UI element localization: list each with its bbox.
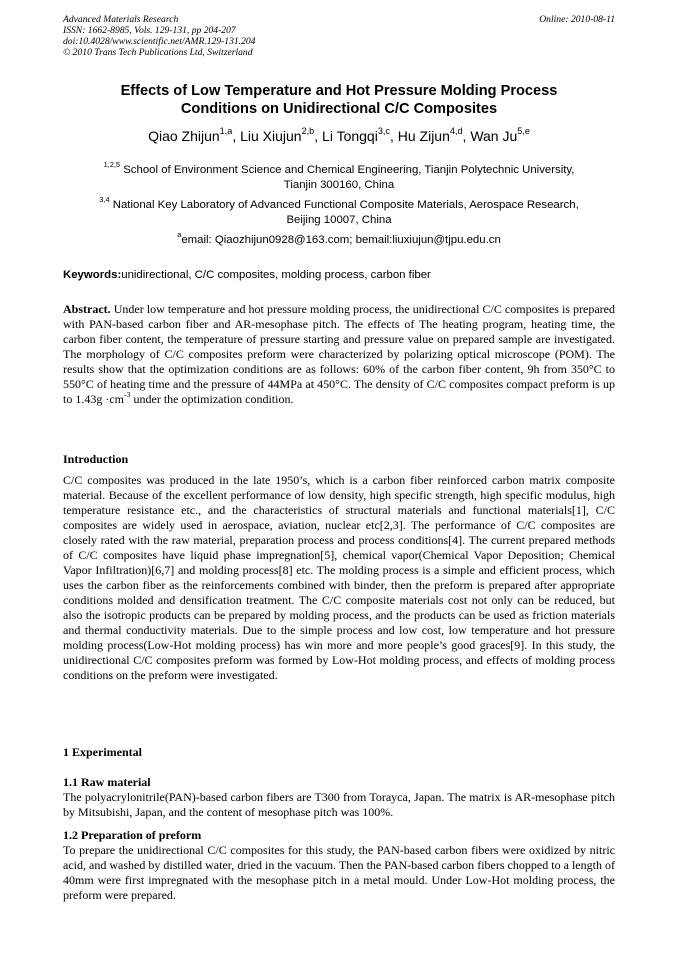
affiliation-sup: 3,4 — [99, 195, 110, 205]
introduction-heading: Introduction — [63, 452, 129, 466]
copyright-line: © 2010 Trans Tech Publications Ltd, Switzerland — [63, 47, 253, 58]
affiliation-2 — [63, 195, 615, 228]
experimental-heading: 1 Experimental — [63, 745, 142, 759]
email-text: email: Qiaozhijun0928@163.com; bemail:liuxiujun@tjpu.edu.cn — [181, 234, 501, 246]
affiliation-sup: 1,2,5 — [103, 160, 121, 170]
abstract-label: Abstract. — [63, 302, 111, 316]
title-line-1: Effects of Low Temperature and Hot Pressure Molding Process — [120, 83, 558, 99]
author: Li Tongqi — [322, 128, 378, 144]
author: Liu Xiujun — [240, 128, 302, 144]
title-line-2: Conditions on Unidirectional C/C Composites — [180, 101, 498, 117]
author-affil-sup: 3,c — [377, 126, 390, 137]
author: Qiao Zhijun — [148, 128, 220, 144]
author-separator: , — [232, 128, 241, 144]
author-affil-sup: 2,b — [301, 126, 315, 137]
keywords — [63, 268, 615, 283]
author-list — [63, 127, 615, 145]
preparation-heading: 1.2 Preparation of preform — [63, 828, 202, 842]
introduction-text: C/C composites was produced in the late 1950’s, which is a carbon fiber reinforced carbon matrix composite material. Because of the excellent performance of low density, high specific strength, high specific modulus, high temperature resistance etc., and the characteristics of structural materials and functional materials[1], C/C composites are widely used in aerospace, aviation, nuclear etc[2,3]. The performance of C/C composites are closely rated with the raw material, preparation process and process conditions[4]. The current prepared methods of C/C composites have liquid phase impregnation[5], chemical vapor(Chemical Vapor Deposition; Chemical Vapor Infiltration)[6,7] and molding process[8] etc. The molding process is a simple and efficient process, which uses the carbon fiber as the reinforcements combined with binder, then the preform is prepared after appropriate conditions molded and densification treatment. The C/C composite materials cost not only can be reduced, but also the isotropic products can be prepared by molding process, and the products can be used as friction materials and thermal conductivity materials. Due to the simple process and low cost, low temperature and hot pressure molding process(Low-Hot molding process) has win more and more people’s good graces[9]. In this study, the unidirectional C/C composites preform was formed by Low-Hot molding process, and effects of molding process conditions on the preform were investigated. — [63, 473, 615, 682]
journal-name: Advanced Materials Research — [63, 14, 179, 25]
abstract-text: Under low temperature and hot pressure molding process, the unidirectional C/C composites is prepared with PAN-based carbon fiber and AR-mesophase pitch. The effects of The heating program, heating time, the carbon fiber content, the temperature of pressure starting and pressure value on prepared sample are investigated. The morphology of C/C composites preform were characterized by polarizing optical microscope (POM). The results show that the optimization conditions are as follows: 60% of the carbon fiber content, 9h from 350°C to 550°C of heating time and the pressure of 44MPa at 450°C. The density of C/C composites compact preform is up to 1.43g ·cm — [63, 302, 615, 406]
affiliation-line: Tianjin 300160, China — [283, 179, 395, 191]
affiliation-1 — [63, 160, 615, 193]
author: Hu Zijun — [397, 128, 450, 144]
affiliation-line: Beijing 10007, China — [286, 214, 392, 226]
raw-material-heading: 1.1 Raw material — [63, 775, 151, 789]
online-date: Online: 2010-08-11 — [539, 14, 615, 25]
author-separator: , — [314, 128, 323, 144]
author-affil-sup: 1,a — [219, 126, 233, 137]
email-sup: a — [177, 230, 182, 240]
preparation-text: To prepare the unidirectional C/C composites for this study, the PAN-based carbon fibers were oxidized by nitric acid, and washed by distilled water, dried in the vacuum. Then the PAN-based carbon fibers chopped to a length of 40mm were first impregnated with the mesophase pitch in a metal mould. Under Low-Hot molding process, the preform were prepared. — [63, 843, 615, 902]
abstract — [63, 302, 615, 407]
author-separator: , — [462, 128, 471, 144]
paper-title — [63, 82, 615, 118]
affiliation-line: National Key Laboratory of Advanced Functional Composite Materials, Aerospace Research, — [109, 199, 579, 211]
abstract-unit-sup: -3 — [124, 390, 131, 400]
keywords-text: unidirectional, C/C composites, molding process, carbon fiber — [121, 269, 431, 281]
abstract-tail: under the optimization condition. — [130, 392, 294, 406]
email-line — [63, 230, 615, 248]
raw-material-text: The polyacrylonitrile(PAN)-based carbon fibers are T300 from Torayca, Japan. The matrix is AR-mesophase pitch by Mitsubishi, Japan, and the content of mesophase pitch was 100%. — [63, 790, 615, 819]
author-affil-sup: 4,d — [449, 126, 463, 137]
doi-line: doi:10.4028/www.scientific.net/AMR.129-131.204 — [63, 36, 256, 47]
author: Wan Ju — [470, 128, 518, 144]
running-header — [63, 14, 615, 58]
affiliation-line: School of Environment Science and Chemical Engineering, Tianjin Polytechnic University, — [120, 164, 575, 176]
keywords-label: Keywords: — [63, 269, 122, 281]
issn-line: ISSN: 1662-8985, Vols. 129-131, pp 204-207 — [63, 25, 236, 36]
author-separator: , — [389, 128, 398, 144]
author-affil-sup: 5,e — [517, 126, 530, 137]
